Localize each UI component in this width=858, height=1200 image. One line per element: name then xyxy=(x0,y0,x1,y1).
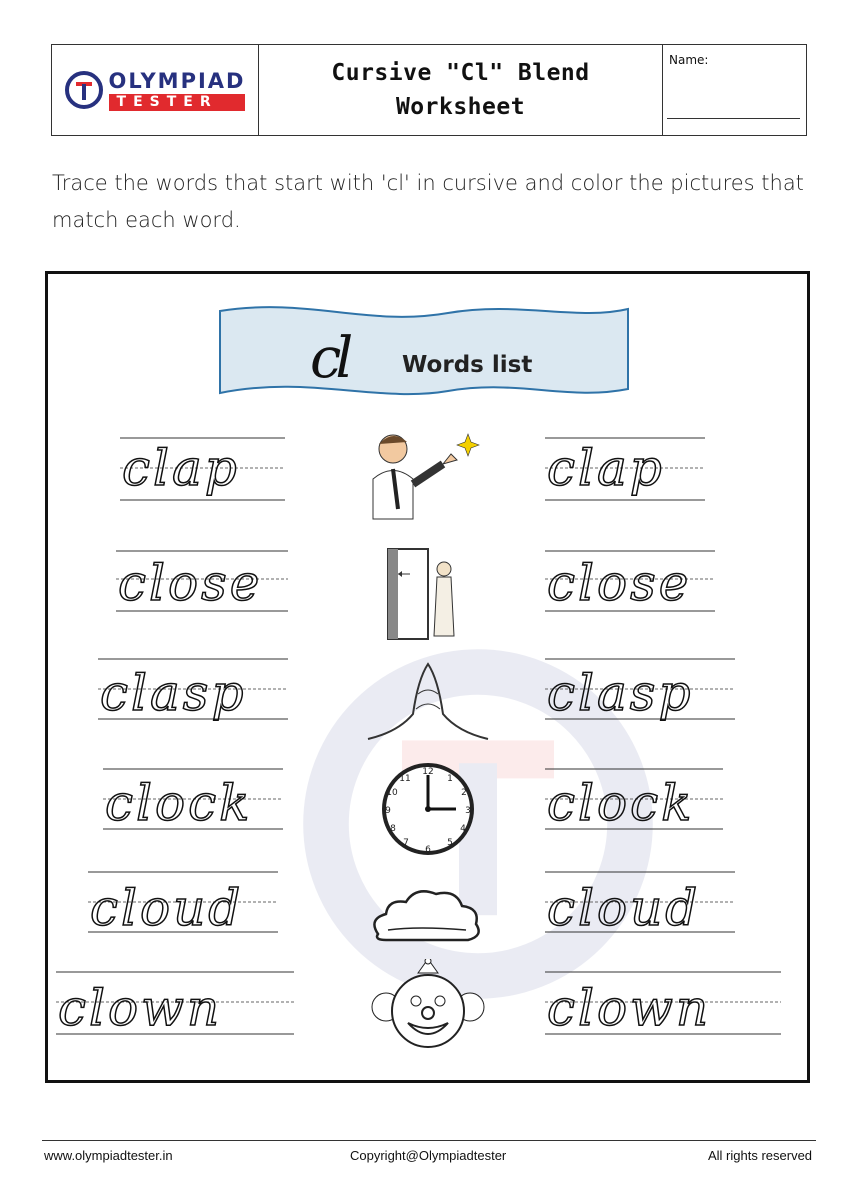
svg-text:7: 7 xyxy=(403,838,409,848)
trace-word-text: clap xyxy=(122,439,240,497)
svg-text:9: 9 xyxy=(385,806,391,816)
banner-cursive-cl: cl xyxy=(310,326,348,391)
logo-emblem-icon xyxy=(65,71,103,109)
footer-copyright: Copyright@Olympiadtester xyxy=(350,1148,507,1163)
trace-word-text: clap xyxy=(547,439,665,497)
words-list-banner-shape xyxy=(218,303,630,398)
trace-word-right xyxy=(545,539,735,629)
trace-word-right xyxy=(545,864,735,954)
word-row-close xyxy=(48,539,810,649)
clock-icon xyxy=(358,759,498,859)
trace-word-text: clasp xyxy=(100,664,247,722)
word-row-clown xyxy=(48,964,810,1074)
trace-word-text: cloud xyxy=(90,879,244,937)
svg-text:2: 2 xyxy=(461,788,467,798)
footer-divider xyxy=(42,1140,816,1141)
trace-word-text: clock xyxy=(547,774,695,832)
svg-text:3: 3 xyxy=(465,806,471,816)
trace-word-right xyxy=(545,649,735,739)
trace-word-text: clasp xyxy=(547,664,694,722)
worksheet-title-line1: Cursive "Cl" Blend xyxy=(331,60,590,86)
name-write-line xyxy=(667,118,800,119)
svg-text:10: 10 xyxy=(386,788,398,798)
trace-word-right xyxy=(545,964,785,1054)
svg-text:12: 12 xyxy=(422,767,434,777)
svg-text:6: 6 xyxy=(425,845,431,855)
clasped-hands-icon xyxy=(358,654,498,754)
worksheet-title-line2: Worksheet xyxy=(395,94,526,120)
svg-text:5: 5 xyxy=(447,838,453,848)
trace-word-text: clock xyxy=(105,774,253,832)
instructions: Trace the words that start with 'cl' in cursive and color the pictures that match each word. xyxy=(52,171,804,232)
word-row-cloud xyxy=(48,864,810,974)
svg-text:11: 11 xyxy=(399,774,411,784)
word-row-clap xyxy=(48,424,810,534)
trace-word-left xyxy=(98,649,288,739)
closing-door-icon xyxy=(358,544,498,644)
word-row-clasp xyxy=(48,649,810,759)
trace-word-left xyxy=(103,759,293,849)
trace-word-left xyxy=(88,864,278,954)
trace-word-text: close xyxy=(118,554,263,612)
name-label: Name: xyxy=(669,53,709,67)
footer-rights: All rights reserved xyxy=(708,1148,813,1163)
worksheet-header xyxy=(51,44,807,136)
trace-word-right xyxy=(545,759,735,849)
logo-wordmark-bottom: TESTER xyxy=(109,94,246,111)
clown-face-icon xyxy=(358,959,498,1059)
title-cell xyxy=(259,45,663,135)
trace-word-text: close xyxy=(547,554,692,612)
worksheet-box xyxy=(45,271,810,1083)
trace-word-text: clown xyxy=(547,979,712,1037)
trace-word-left xyxy=(120,424,310,514)
name-cell xyxy=(663,45,806,135)
word-row-clock xyxy=(48,759,810,869)
man-clapping-icon xyxy=(358,424,498,524)
trace-word-left xyxy=(116,539,306,629)
trace-word-left xyxy=(56,964,296,1054)
logo-wordmark-top: OLYMPIAD xyxy=(108,68,246,93)
trace-word-right xyxy=(545,424,735,514)
trace-word-text: clown xyxy=(58,979,223,1037)
svg-text:8: 8 xyxy=(390,824,396,834)
trace-word-text: cloud xyxy=(547,879,701,937)
banner-title: Words list xyxy=(402,352,533,378)
footer-website: www.olympiadtester.in xyxy=(44,1148,173,1163)
logo-cell xyxy=(52,45,259,135)
svg-text:4: 4 xyxy=(460,824,466,834)
olympiad-tester-logo xyxy=(65,70,246,111)
svg-text:1: 1 xyxy=(447,774,453,784)
